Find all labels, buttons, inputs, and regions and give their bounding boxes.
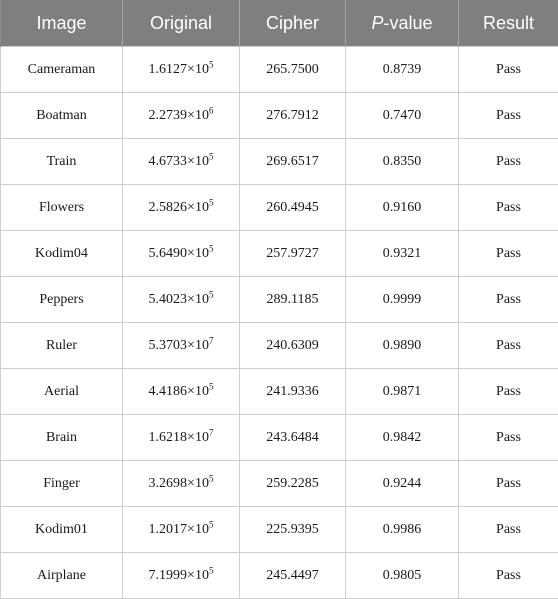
original-exponent: 5: [208, 472, 214, 483]
cell-pvalue: 0.9805: [346, 553, 459, 599]
original-mantissa: 1.6218×10: [148, 429, 209, 445]
original-exponent: 7: [208, 334, 214, 345]
original-mantissa: 7.1999×10: [148, 567, 209, 583]
cell-result: Pass: [459, 277, 558, 323]
cell-result: Pass: [459, 139, 558, 185]
original-mantissa: 4.6733×10: [148, 153, 209, 169]
table-row: [1, 369, 558, 415]
cell-image: Airplane: [1, 553, 123, 599]
original-mantissa: 3.2698×10: [148, 475, 209, 491]
table-row: [1, 93, 558, 139]
cell-result: Pass: [459, 323, 558, 369]
cell-original: [123, 185, 240, 231]
cell-result: Pass: [459, 369, 558, 415]
cell-original: [123, 93, 240, 139]
table-row: [1, 415, 558, 461]
original-mantissa: 2.5826×10: [148, 199, 209, 215]
cell-cipher: 289.1185: [240, 277, 346, 323]
cell-result: Pass: [459, 553, 558, 599]
cell-cipher: 260.4945: [240, 185, 346, 231]
cell-pvalue: 0.9986: [346, 507, 459, 553]
header-result: Result: [459, 0, 558, 47]
table-row: [1, 507, 558, 553]
original-exponent: 5: [208, 380, 214, 391]
cell-pvalue: 0.8739: [346, 47, 459, 93]
cell-image: Aerial: [1, 369, 123, 415]
cell-image: Ruler: [1, 323, 123, 369]
original-mantissa: 1.2017×10: [148, 521, 209, 537]
cell-image: Brain: [1, 415, 123, 461]
cell-cipher: 240.6309: [240, 323, 346, 369]
table-header: [1, 0, 558, 47]
table-row: [1, 185, 558, 231]
original-mantissa: 2.2739×10: [148, 107, 209, 123]
cell-result: Pass: [459, 415, 558, 461]
table-row: [1, 323, 558, 369]
original-exponent: 6: [208, 104, 214, 115]
cell-original: [123, 277, 240, 323]
header-image: Image: [1, 0, 123, 47]
original-mantissa: 5.3703×10: [148, 337, 209, 353]
cell-original: [123, 553, 240, 599]
cell-original: [123, 507, 240, 553]
original-exponent: 5: [208, 288, 214, 299]
original-exponent: 5: [208, 242, 214, 253]
cell-image: Train: [1, 139, 123, 185]
cell-result: Pass: [459, 461, 558, 507]
original-exponent: 5: [208, 564, 214, 575]
cell-result: Pass: [459, 47, 558, 93]
cell-cipher: 241.9336: [240, 369, 346, 415]
cell-cipher: 225.9395: [240, 507, 346, 553]
original-exponent: 5: [208, 150, 214, 161]
header-row: [1, 0, 558, 47]
cell-cipher: 257.9727: [240, 231, 346, 277]
cell-image: Finger: [1, 461, 123, 507]
cell-result: Pass: [459, 185, 558, 231]
table-row: [1, 231, 558, 277]
cell-original: [123, 139, 240, 185]
cell-pvalue: 0.9890: [346, 323, 459, 369]
table-row: [1, 461, 558, 507]
header-pvalue: P-value: [346, 0, 459, 47]
cell-result: Pass: [459, 93, 558, 139]
original-mantissa: 5.6490×10: [148, 245, 209, 261]
cell-pvalue: 0.7470: [346, 93, 459, 139]
cell-image: Flowers: [1, 185, 123, 231]
original-exponent: 5: [208, 58, 214, 69]
cell-result: Pass: [459, 231, 558, 277]
cell-original: [123, 323, 240, 369]
cell-original: [123, 47, 240, 93]
cell-cipher: 245.4497: [240, 553, 346, 599]
original-exponent: 5: [208, 518, 214, 529]
original-mantissa: 5.4023×10: [148, 291, 209, 307]
cell-pvalue: 0.9871: [346, 369, 459, 415]
table-row: [1, 47, 558, 93]
cell-cipher: 276.7912: [240, 93, 346, 139]
cell-image: Kodim01: [1, 507, 123, 553]
cell-pvalue: 0.8350: [346, 139, 459, 185]
cell-result: Pass: [459, 507, 558, 553]
original-mantissa: 1.6127×10: [148, 61, 209, 77]
cell-cipher: 269.6517: [240, 139, 346, 185]
cell-original: [123, 415, 240, 461]
cell-pvalue: 0.9160: [346, 185, 459, 231]
cell-cipher: 243.6484: [240, 415, 346, 461]
cell-original: [123, 369, 240, 415]
header-original: Original: [123, 0, 240, 47]
cell-cipher: 259.2285: [240, 461, 346, 507]
cell-pvalue: 0.9999: [346, 277, 459, 323]
cell-image: Kodim04: [1, 231, 123, 277]
cell-original: [123, 231, 240, 277]
cell-image: Boatman: [1, 93, 123, 139]
cell-image: Cameraman: [1, 47, 123, 93]
cell-pvalue: 0.9244: [346, 461, 459, 507]
cell-pvalue: 0.9321: [346, 231, 459, 277]
table-row: [1, 553, 558, 599]
cell-original: [123, 461, 240, 507]
cell-image: Peppers: [1, 277, 123, 323]
original-exponent: 7: [208, 426, 214, 437]
header-cipher: Cipher: [240, 0, 346, 47]
cell-cipher: 265.7500: [240, 47, 346, 93]
original-exponent: 5: [208, 196, 214, 207]
original-mantissa: 4.4186×10: [148, 383, 209, 399]
table-row: [1, 139, 558, 185]
table-body: [1, 47, 558, 599]
table-row: [1, 277, 558, 323]
cell-pvalue: 0.9842: [346, 415, 459, 461]
